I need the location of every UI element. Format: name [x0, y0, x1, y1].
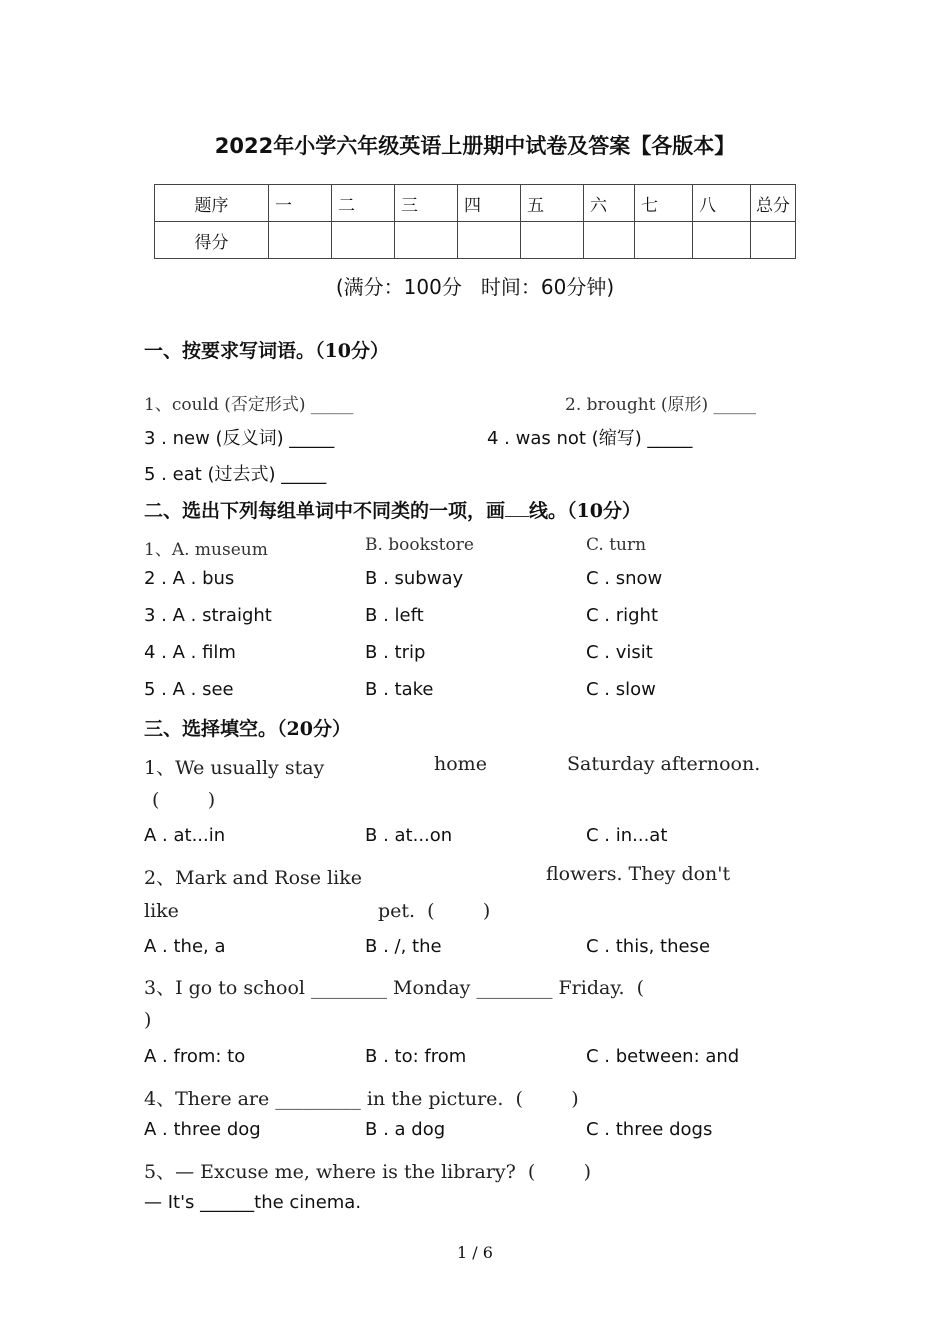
section3-q3-paren-close: )	[144, 1009, 152, 1031]
section3-q4-text: 4、There are _________ in the picture. ( )	[144, 1088, 579, 1110]
full-mark-info: (满分：100分 时间：60分钟)	[335, 275, 615, 299]
row-label: 得分	[155, 222, 269, 259]
header-cell: 总分	[751, 185, 796, 222]
section3-q3-option-c: C . between: and	[586, 1046, 740, 1067]
section2-q1-b: B. bookstore	[365, 535, 474, 555]
section1-q5: 5 . eat (过去式) _____	[144, 464, 327, 485]
section3-q1-part3: Saturday afternoon.	[567, 753, 761, 775]
section2-heading	[144, 496, 641, 523]
section3-q1-option-b: B . at...on	[365, 825, 453, 846]
section2-q5-b: B . take	[365, 679, 434, 700]
score-cell	[458, 222, 521, 259]
section3-q4-option-a: A . three dog	[144, 1119, 261, 1140]
section2-q3-c: C . right	[586, 605, 659, 626]
section3-q1-option-a: A . at...in	[144, 825, 226, 846]
section2-q2-a: 2 . A . bus	[144, 568, 235, 589]
page-number: 1 / 6	[457, 1243, 493, 1262]
header-cell: 三	[395, 185, 458, 222]
score-cell	[751, 222, 796, 259]
header-cell: 七	[635, 185, 693, 222]
section3-q1-part1: 1、We usually stay	[144, 757, 325, 779]
document-title: 2022年小学六年级英语上册期中试卷及答案【各版本】	[214, 134, 736, 158]
section3-q3-option-b: B . to: from	[365, 1046, 467, 1067]
section3-q2-option-a: A . the, a	[144, 936, 226, 957]
header-cell: 六	[584, 185, 635, 222]
header-cell: 二	[332, 185, 395, 222]
section2-q3-b: B . left	[365, 605, 424, 626]
header-cell: 四	[458, 185, 521, 222]
section3-q2-option-b: B . /, the	[365, 936, 442, 957]
header-cell: 五	[521, 185, 584, 222]
score-cell	[521, 222, 584, 259]
section2-heading-post: 线。（10分）	[529, 500, 641, 522]
section3-q2-option-c: C . this, these	[586, 936, 711, 957]
section3-q1-part2: home	[434, 753, 487, 775]
score-cell	[693, 222, 751, 259]
section1-q3: 3 . new (反义词) _____	[144, 428, 335, 449]
underline-blank	[505, 516, 529, 517]
section1-q4: 4 . was not (缩写) _____	[487, 428, 693, 449]
score-table-header-row	[155, 185, 796, 222]
section2-q4-c: C . visit	[586, 642, 653, 663]
section2-q5-a: 5 . A . see	[144, 679, 234, 700]
section3-q2-part1: 2、Mark and Rose like	[144, 867, 362, 889]
section3-q2-part4: pet. ( )	[378, 900, 491, 922]
section3-q2-part3: like	[144, 900, 179, 922]
section2-heading-pre: 二、选出下列每组单词中不同类的一项，画	[144, 500, 506, 522]
section3-q3-text: 3、I go to school ________ Monday ________ Friday. (	[144, 977, 645, 999]
header-cell: 八	[693, 185, 751, 222]
score-table-score-row	[155, 222, 796, 259]
section3-q3-option-a: A . from: to	[144, 1046, 246, 1067]
section3-q1-answer-paren: ( )	[152, 789, 216, 811]
section2-q4-b: B . trip	[365, 642, 426, 663]
section3-heading: 三、选择填空。（20分）	[144, 718, 351, 740]
section3-q5-text: 5、— Excuse me, where is the library? ( )	[144, 1161, 592, 1183]
header-cell: 一	[269, 185, 332, 222]
section1-q2: 2. brought (原形) _____	[565, 395, 757, 415]
section2-q3-a: 3 . A . straight	[144, 605, 272, 626]
section1-q1: 1、could (否定形式) _____	[144, 395, 354, 415]
score-cell	[584, 222, 635, 259]
score-cell	[269, 222, 332, 259]
score-cell	[332, 222, 395, 259]
section3-q4-option-b: B . a dog	[365, 1119, 446, 1140]
section2-q4-a: 4 . A . film	[144, 642, 236, 663]
section1-heading: 一、按要求写词语。（10分）	[144, 340, 389, 362]
section3-q2-part2: flowers. They don't	[546, 863, 731, 885]
section3-q1-option-c: C . in...at	[586, 825, 668, 846]
section3-q5-answer-line: — It's ______the cinema.	[144, 1192, 362, 1213]
section3-q4-option-c: C . three dogs	[586, 1119, 713, 1140]
section2-q5-c: C . slow	[586, 679, 656, 700]
section2-q1-a: 1、A. museum	[144, 540, 268, 560]
section2-q2-c: C . snow	[586, 568, 663, 589]
section2-q2-b: B . subway	[365, 568, 464, 589]
score-cell	[395, 222, 458, 259]
score-cell	[635, 222, 693, 259]
section2-q1-c: C. turn	[586, 535, 647, 555]
header-cell: 题序	[155, 185, 269, 222]
score-table	[154, 184, 796, 259]
